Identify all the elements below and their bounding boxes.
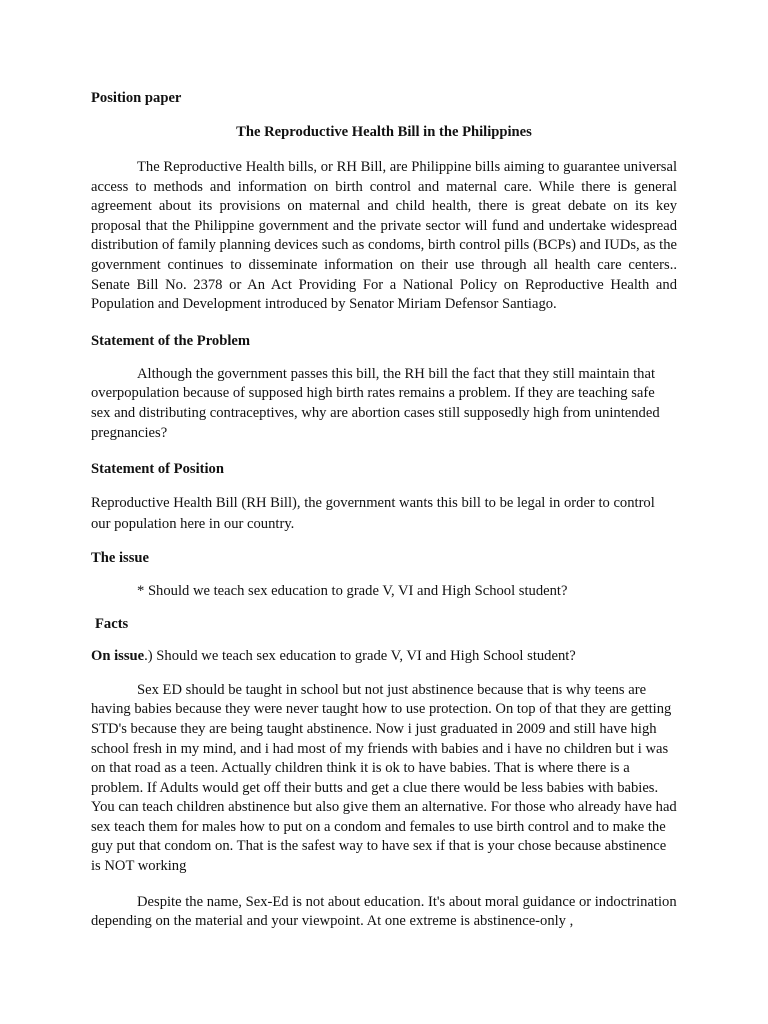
position-heading: Statement of Position <box>91 461 224 478</box>
sex-ed-paragraph: Sex ED should be taught in school but not just abstinence because that is why teens are having babies because they were never taught how to use protection. On top of that they are getting STD's because they are being taught abstinence. Now i just graduated in 2009 and still have high school fresh in my mind, and i had most of my friends with babies and i have no children but i was on that road as a teen. Actually children think it is ok to have babies. That is where there is a problem. If Adults would get off their butts and get a clue there would be less babies with babies. You can teach children abstinence but also give them an alternative. For those who already have had sex teach them for males how to put on a condom and females to use birth control and to make the guy put that condom on. That is the safest way to have sex if that is your chose because abstinence is NOT working <box>91 681 677 875</box>
problem-paragraph: Although the government passes this bill, the RH bill the fact that they still maintain that overpopulation because of supposed high birth rates remains a problem. If they are teaching safe sex and distributing contraceptives, why are abortion cases still supposedly high from unintended pregnancies? <box>91 365 660 441</box>
facts-heading: Facts <box>95 616 129 633</box>
on-issue-text: .) Should we teach sex education to grade V, VI and High School student? <box>144 648 576 665</box>
intro-paragraph: The Reproductive Health bills, or RH Bill, are Philippine bills aiming to guarantee universal access to methods and information on birth control and maternal care. While there is general agreement about its provisions on maternal and child health, there is great debate on its key proposal that the Philippine government and the private sector will fund and undertake widespread distribution of family planning devices such as condoms, birth control pills (BCPs) and IUDs, as the government continues to disseminate information on their use through all health care centers.. Senate Bill No. 2378 or An Act Providing For a National Policy on Reproductive Health and Population and Development introduced by Senator Miriam Defensor Santiago. <box>91 159 677 313</box>
issue-item: * Should we teach sex education to grade V, VI and High School student? <box>137 583 568 600</box>
document-title: The Reproductive Health Bill in the Philippines <box>236 124 532 140</box>
problem-heading: Statement of the Problem <box>91 332 251 349</box>
position-paragraph: Reproductive Health Bill (RH Bill), the government wants this bill to be legal in order to control our population here in our country. <box>91 495 655 533</box>
document-page <box>91 88 677 932</box>
document-kind-label: Position paper <box>91 90 182 106</box>
issue-heading: The issue <box>91 550 149 567</box>
on-issue-line <box>91 647 677 667</box>
on-issue-label: On issue <box>91 648 145 665</box>
despite-paragraph: Despite the name, Sex-Ed is not about education. It's about moral guidance or indoctrination depending on the material and your viewpoint. At one extreme is abstinence-only , <box>91 893 677 930</box>
